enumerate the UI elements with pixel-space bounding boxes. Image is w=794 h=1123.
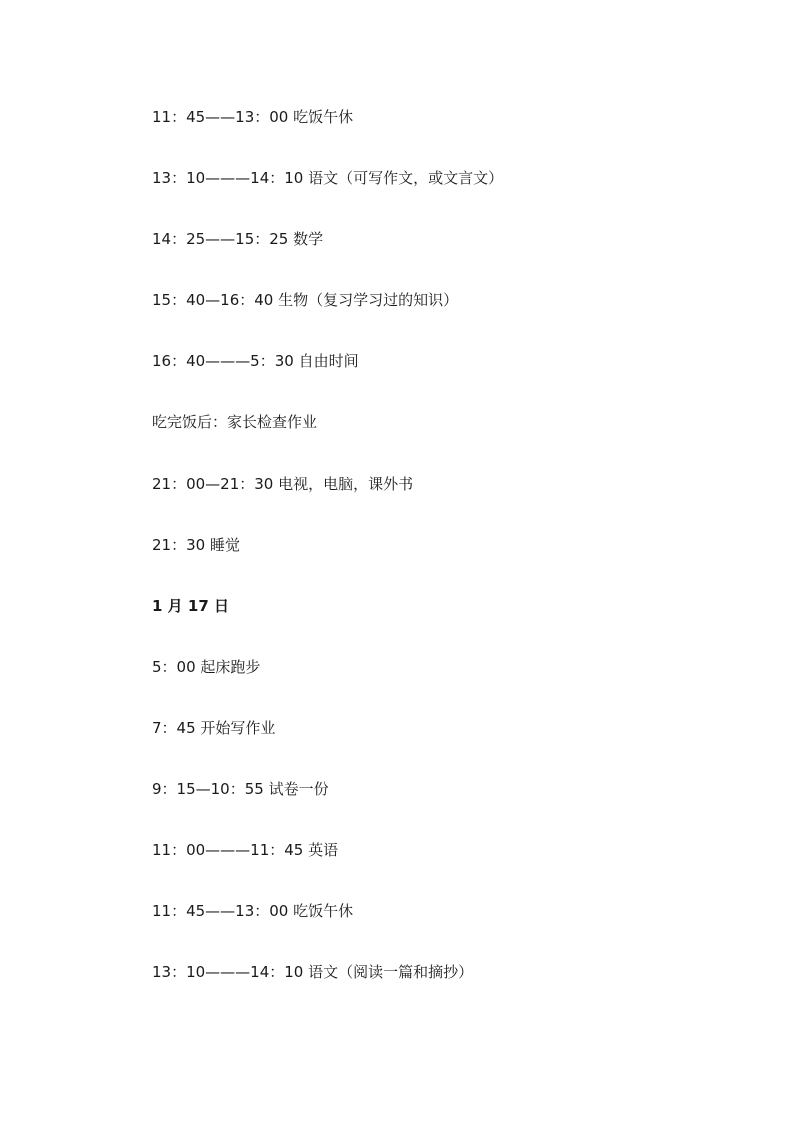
schedule-line: 11：45——13：00 吃饭午休 bbox=[152, 108, 354, 126]
schedule-line: 21：30 睡觉 bbox=[152, 535, 240, 554]
schedule-line: 15：40—16：40 生物（复习学习过的知识） bbox=[152, 291, 459, 310]
schedule-line: 16：40———5：30 自由时间 bbox=[152, 352, 359, 371]
schedule-line: 11：45——13：00 吃饭午休 bbox=[152, 902, 354, 921]
schedule-line: 11：00———11：45 英语 bbox=[152, 841, 339, 860]
schedule-line: 7：45 开始写作业 bbox=[152, 718, 276, 737]
schedule-line: 13：10———14：10 语文（阅读一篇和摘抄） bbox=[152, 963, 474, 982]
schedule-line: 13：10———14：10 语文（可写作文，或文言文） bbox=[152, 169, 504, 188]
schedule-line: 9：15—10：55 试卷一份 bbox=[152, 780, 329, 799]
schedule-line: 21：00—21：30 电视，电脑，课外书 bbox=[152, 474, 414, 493]
schedule-line: 5：00 起床跑步 bbox=[152, 657, 261, 676]
schedule-line: 吃完饭后：家长检查作业 bbox=[152, 413, 318, 432]
schedule-line: 14：25——15：25 数学 bbox=[152, 230, 324, 249]
schedule-lines bbox=[152, 104, 752, 1020]
date-heading: 1 月 17 日 bbox=[152, 596, 229, 615]
